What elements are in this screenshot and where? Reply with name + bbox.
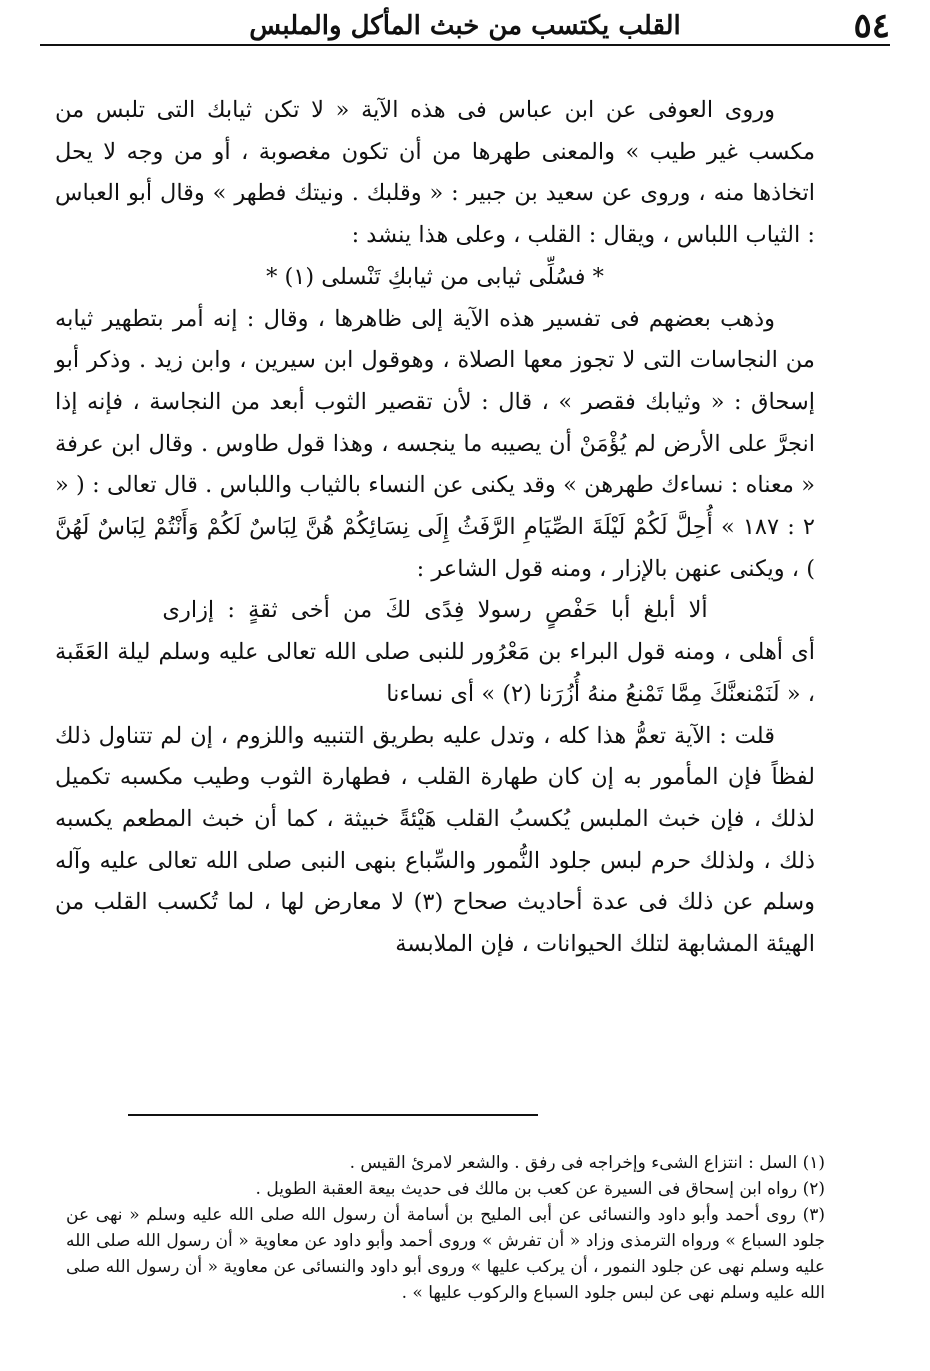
page-number: ٥٤: [853, 6, 890, 46]
main-text: [55, 90, 815, 966]
paragraph-2: وذهب بعضهم فى تفسير هذه الآية إلى ظاهرها ، وقال : إنه أمر بتطهير ثيابه من النجاسات التى لا تجوز معها الصلاة ، وهوقول ابن سيرين ، وابن زيد . وذكر أبو إسحاق : « وثيابك فقصر » ، قال : لأن تقصير الثوب أبعد من النجاسة ، فإنه إذا انجرَّ على الأرض لم يُؤْمَنْ أن يصيبه ما ينجسه ، وهذا قول طاوس . وقال ابن عرفة « معناه : نساءك طهرهن » وقد يكنى عن النساء بالثياب واللباس . قال تعالى : ( « ٢ : ١٨٧ » أُحِلَّ لَكُمْ لَيْلَةَ الصِّيَامِ الرَّفَثُ إِلَى نِسَائِكُمْ هُنَّ لِبَاسٌ لَكُمْ وَأَنْتُمْ لِبَاسٌ لَهُنَّ ) ، ويكنى عنهن بالإزار ، ومنه قول الشاعر :: [55, 305, 815, 582]
running-title: القلب يكتسب من خبث المأكل والملبس: [249, 11, 681, 41]
verse-2: ألا أبلغ أبا حَفْصٍ رسولا فِدًى لكَ من أخى ثقةٍ : إزارى: [162, 597, 708, 624]
footnote-divider: [128, 1114, 538, 1116]
footnotes: [66, 1150, 825, 1306]
verse-1: * فسُلِّى ثيابى من ثيابكِ تَنْسلى (١) *: [266, 263, 604, 290]
page-header: [40, 8, 890, 46]
paragraph-1: وروى العوفى عن ابن عباس فى هذه الآية « لا تكن ثيابك التى تلبس من مكسب غير طيب » والمعنى طهرها من أن تكون مغصوبة ، أو من وجه لا يحل اتخاذها منه ، وروى عن سعيد بن جبير : « وقلبك . ونيتك فطهر » وقال أبو العباس : الثياب اللباس ، ويقال : القلب ، وعلى هذا ينشد :: [55, 97, 815, 249]
footnote-1: (١) السل : انتزاع الشىء وإخراجه فى رفق . والشعر لامرئ القيس .: [349, 1153, 825, 1173]
footnote-2: (٢) رواه ابن إسحاق فى السيرة عن كعب بن مالك فى حديث بيعة العقبة الطويل .: [255, 1179, 825, 1199]
footnote-3: (٣) روى أحمد وأبو داود والنسائى عن أبى المليح بن أسامة أن رسول الله صلى الله عليه وسلم « نهى عن جلود السباع » ورواه الترمذى وزاد « أن تفرش » وروى أحمد وأبو داود عن معاوية « أن رسول الله صلى الله عليه وسلم نهى عن جلود النمور ، أن يركب عليها » وروى أبو داود والنسائى عن معاوية « أن رسول الله صلى الله عليه وسلم نهى عن لبس جلود السباع والركوب عليها » .: [66, 1205, 825, 1303]
paragraph-3: أى أهلى ، ومنه قول البراء بن مَعْرُور للنبى صلى الله تعالى عليه وسلم ليلة العَقَبة ، « لَنَمْنعنَّكَ مِمَّا تَمْنعُ منهُ أُزُرَنا (٢) » أى نساءنا: [55, 639, 815, 707]
paragraph-4: قلت : الآية تعمُّ هذا كله ، وتدل عليه بطريق التنبيه واللزوم ، إن لم تتناول ذلك لفظاً فإن المأمور به إن كان طهارة القلب ، فطهارة الثوب وطيب مكسبه تكميل لذلك ، فإن خبث الملبس يُكسبُ القلب هَيْئةً خبيثة ، كما أن خبث المطعم يكسبه ذلك ، ولذلك حرم لبس جلود النُّمور والسِّباع بنهى النبى صلى الله تعالى عليه وآله وسلم عن ذلك فى عدة أحاديث صحاح (٣) لا معارض لها ، لما تُكسب القلب من الهيئة المشابهة لتلك الحيوانات ، فإن الملابسة: [55, 722, 815, 958]
